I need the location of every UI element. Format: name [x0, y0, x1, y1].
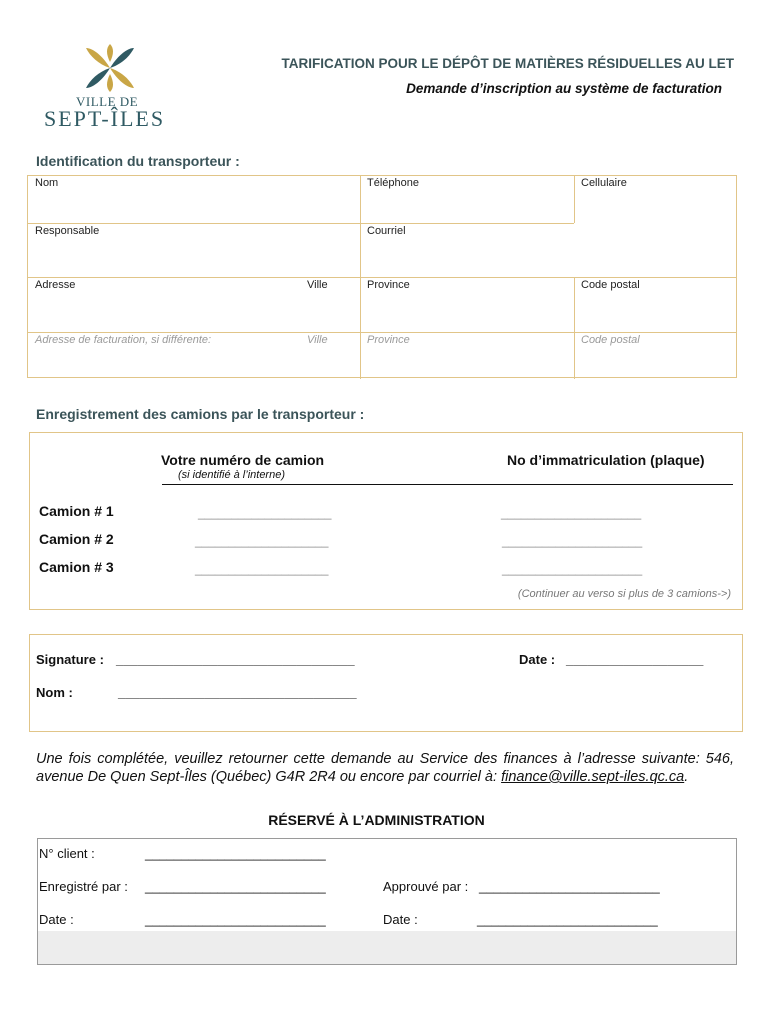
signature-label: Signature : — [36, 652, 104, 667]
camion-1-numero-input[interactable]: ____________________ — [198, 506, 332, 520]
field-ville-facturation[interactable]: Ville — [307, 334, 328, 346]
header-rule — [162, 484, 733, 485]
admin-client-label: N° client : — [39, 846, 95, 861]
field-telephone[interactable]: Téléphone — [367, 177, 419, 189]
admin-date-label-2: Date : — [383, 912, 418, 927]
field-code-postal-facturation[interactable]: Code postal — [581, 334, 640, 346]
page-title: TARIFICATION POUR LE DÉPÔT DE MATIÈRES RÉSIDUELLES AU LET — [281, 56, 734, 71]
grid-divider — [574, 277, 575, 379]
logo-ville-de: VILLE DE — [76, 94, 139, 109]
grid-divider — [28, 332, 736, 333]
grid-divider — [574, 176, 575, 223]
field-code-postal[interactable]: Code postal — [581, 279, 640, 291]
admin-section-title: RÉSERVÉ À L’ADMINISTRATION — [268, 812, 485, 828]
signature-nom-line[interactable]: _________________________________ — [118, 685, 357, 700]
logo-sept-iles: SEPT-ÎLES — [44, 106, 166, 131]
field-province[interactable]: Province — [367, 279, 410, 291]
admin-date-line-2[interactable]: _________________________ — [477, 912, 658, 927]
field-adresse[interactable]: Adresse — [35, 279, 76, 291]
camion-1-label: Camion # 1 — [39, 503, 114, 519]
admin-approuve-line[interactable]: _________________________ — [479, 879, 660, 894]
ville-logo — [40, 44, 180, 134]
signature-nom-label: Nom : — [36, 685, 73, 700]
admin-enregistre-line[interactable]: _________________________ — [145, 879, 326, 894]
grid-divider — [28, 223, 360, 224]
section-title-camions: Enregistrement des camions par le transporteur : — [36, 406, 365, 422]
transporteur-form-grid — [27, 175, 737, 378]
field-courriel[interactable]: Courriel — [367, 225, 406, 237]
return-instructions-text: Une fois complétée, veuillez retourner cette demande au Service des finances à l’adresse suivante: 546, avenue De Quen Sept-Îles (Québec) G4R 2R4 ou encore par courriel à: — [36, 751, 734, 785]
signature-box — [29, 634, 743, 732]
admin-approuve-label: Approuvé par : — [383, 879, 469, 894]
camion-3-plaque-input[interactable]: _____________________ — [502, 562, 643, 576]
camion-2-plaque-input[interactable]: _____________________ — [502, 534, 643, 548]
grid-divider — [360, 176, 361, 379]
header-immatriculation: No d’immatriculation (plaque) — [507, 452, 705, 468]
return-instructions-end: . — [684, 769, 689, 785]
field-adresse-facturation[interactable]: Adresse de facturation, si différente: — [35, 334, 212, 346]
continue-verso-note: (Continuer au verso si plus de 3 camions->) — [517, 588, 731, 600]
admin-date-line-1[interactable]: _________________________ — [145, 912, 326, 927]
signature-date-line[interactable]: ___________________ — [566, 652, 704, 667]
section-title-transporteur: Identification du transporteur : — [36, 153, 240, 169]
field-province-facturation[interactable]: Province — [367, 334, 410, 346]
field-nom[interactable]: Nom — [35, 177, 59, 189]
camion-3-label: Camion # 3 — [39, 559, 114, 575]
camion-1-plaque-input[interactable]: _____________________ — [501, 506, 642, 520]
grid-divider — [360, 223, 574, 224]
admin-client-line[interactable]: _________________________ — [145, 846, 326, 861]
header-numero-camion-note: (si identifié à l’interne) — [178, 469, 285, 481]
field-cellulaire[interactable]: Cellulaire — [581, 177, 627, 189]
return-instructions — [36, 750, 734, 786]
admin-enregistre-label: Enregistré par : — [39, 879, 128, 894]
camion-2-label: Camion # 2 — [39, 531, 114, 547]
finance-email-link[interactable]: finance@ville.sept-iles.qc.ca — [501, 769, 685, 785]
page-subtitle: Demande d’inscription au système de facturation — [406, 81, 722, 96]
header-numero-camion: Votre numéro de camion — [161, 452, 325, 468]
grid-divider — [28, 277, 736, 278]
camion-3-numero-input[interactable]: ____________________ — [195, 562, 329, 576]
field-responsable[interactable]: Responsable — [35, 225, 100, 237]
signature-line[interactable]: _________________________________ — [116, 652, 355, 667]
signature-date-label: Date : — [519, 652, 556, 667]
field-ville[interactable]: Ville — [307, 279, 328, 291]
admin-date-label-1: Date : — [39, 912, 74, 927]
camion-2-numero-input[interactable]: ____________________ — [195, 534, 329, 548]
